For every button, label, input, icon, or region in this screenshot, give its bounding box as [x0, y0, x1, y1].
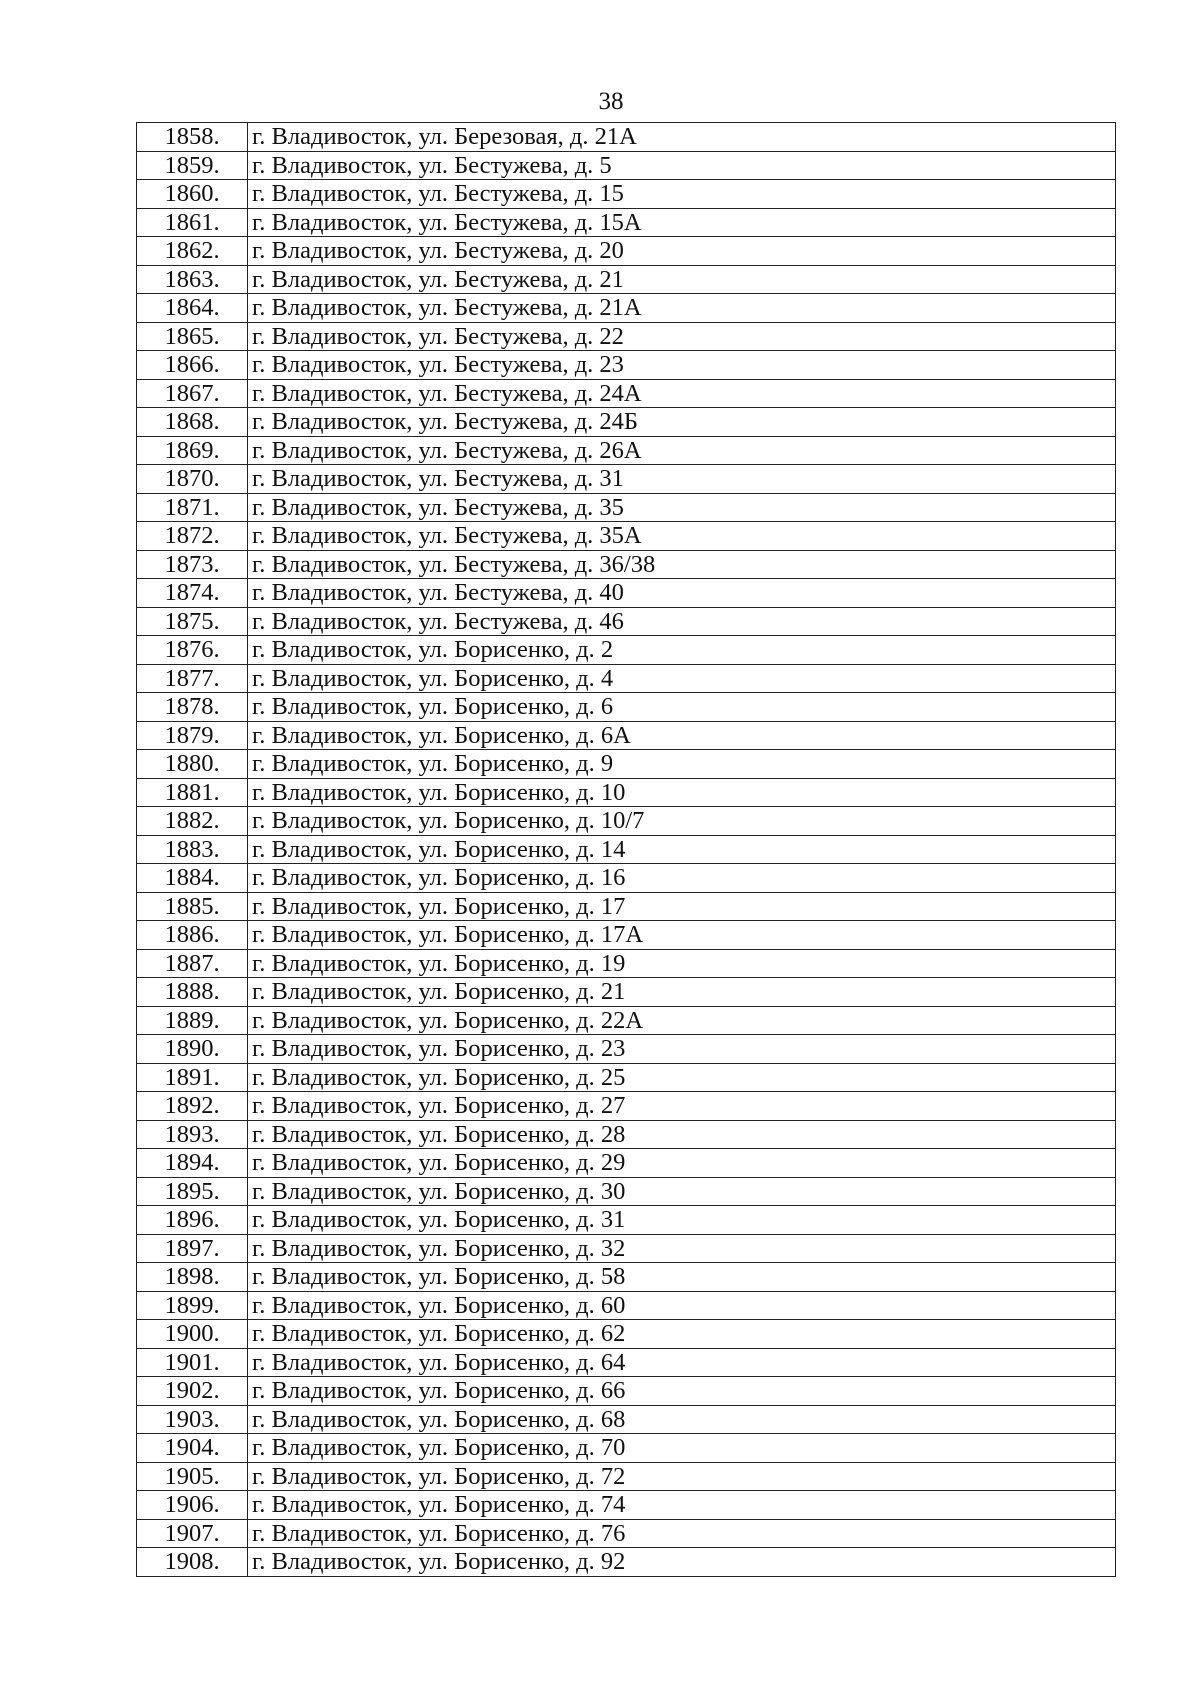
address-cell: г. Владивосток, ул. Борисенко, д. 21: [248, 978, 1116, 1007]
address-cell: г. Владивосток, ул. Борисенко, д. 23: [248, 1035, 1116, 1064]
table-row: [137, 151, 1116, 180]
address-cell: г. Владивосток, ул. Борисенко, д. 58: [248, 1263, 1116, 1292]
address-cell: г. Владивосток, ул. Борисенко, д. 29: [248, 1149, 1116, 1178]
address-cell: г. Владивосток, ул. Бестужева, д. 36/38: [248, 550, 1116, 579]
table-row: [137, 892, 1116, 921]
row-number-cell: 1870.: [137, 465, 248, 494]
table-row: [137, 664, 1116, 693]
address-cell: г. Владивосток, ул. Борисенко, д. 4: [248, 664, 1116, 693]
table-row: [137, 1491, 1116, 1520]
address-cell: г. Владивосток, ул. Борисенко, д. 6: [248, 693, 1116, 722]
row-number-cell: 1872.: [137, 522, 248, 551]
table-row: [137, 123, 1116, 152]
address-cell: г. Владивосток, ул. Бестужева, д. 46: [248, 607, 1116, 636]
address-cell: г. Владивосток, ул. Борисенко, д. 62: [248, 1320, 1116, 1349]
row-number-cell: 1903.: [137, 1405, 248, 1434]
table-row: [137, 1092, 1116, 1121]
address-cell: г. Владивосток, ул. Бестужева, д. 22: [248, 322, 1116, 351]
row-number-cell: 1904.: [137, 1434, 248, 1463]
address-cell: г. Владивосток, ул. Борисенко, д. 64: [248, 1348, 1116, 1377]
table-row: [137, 1263, 1116, 1292]
row-number-cell: 1860.: [137, 180, 248, 209]
row-number-cell: 1862.: [137, 237, 248, 266]
row-number-cell: 1858.: [137, 123, 248, 152]
row-number-cell: 1876.: [137, 636, 248, 665]
address-cell: г. Владивосток, ул. Бестужева, д. 35А: [248, 522, 1116, 551]
row-number-cell: 1899.: [137, 1291, 248, 1320]
address-cell: г. Владивосток, ул. Борисенко, д. 19: [248, 949, 1116, 978]
row-number-cell: 1906.: [137, 1491, 248, 1520]
address-cell: г. Владивосток, ул. Борисенко, д. 17А: [248, 921, 1116, 950]
row-number-cell: 1865.: [137, 322, 248, 351]
table-row: [137, 1035, 1116, 1064]
row-number-cell: 1895.: [137, 1177, 248, 1206]
address-table-body: [137, 123, 1116, 1577]
row-number-cell: 1859.: [137, 151, 248, 180]
row-number-cell: 1864.: [137, 294, 248, 323]
table-row: [137, 1519, 1116, 1548]
address-cell: г. Владивосток, ул. Бестужева, д. 15А: [248, 208, 1116, 237]
row-number-cell: 1886.: [137, 921, 248, 950]
row-number-cell: 1875.: [137, 607, 248, 636]
address-cell: г. Владивосток, ул. Борисенко, д. 70: [248, 1434, 1116, 1463]
address-cell: г. Владивосток, ул. Бестужева, д. 21: [248, 265, 1116, 294]
row-number-cell: 1883.: [137, 835, 248, 864]
table-row: [137, 1206, 1116, 1235]
address-cell: г. Владивосток, ул. Борисенко, д. 66: [248, 1377, 1116, 1406]
table-row: [137, 949, 1116, 978]
row-number-cell: 1902.: [137, 1377, 248, 1406]
address-cell: г. Владивосток, ул. Борисенко, д. 25: [248, 1063, 1116, 1092]
table-row: [137, 636, 1116, 665]
table-row: [137, 693, 1116, 722]
table-row: [137, 436, 1116, 465]
row-number-cell: 1863.: [137, 265, 248, 294]
row-number-cell: 1881.: [137, 778, 248, 807]
row-number-cell: 1894.: [137, 1149, 248, 1178]
table-row: [137, 180, 1116, 209]
table-row: [137, 607, 1116, 636]
table-row: [137, 1462, 1116, 1491]
row-number-cell: 1887.: [137, 949, 248, 978]
address-cell: г. Владивосток, ул. Борисенко, д. 27: [248, 1092, 1116, 1121]
address-cell: г. Владивосток, ул. Борисенко, д. 76: [248, 1519, 1116, 1548]
table-row: [137, 1320, 1116, 1349]
row-number-cell: 1893.: [137, 1120, 248, 1149]
row-number-cell: 1866.: [137, 351, 248, 380]
table-row: [137, 351, 1116, 380]
table-row: [137, 522, 1116, 551]
row-number-cell: 1867.: [137, 379, 248, 408]
table-row: [137, 1405, 1116, 1434]
table-row: [137, 1434, 1116, 1463]
address-cell: г. Владивосток, ул. Борисенко, д. 74: [248, 1491, 1116, 1520]
row-number-cell: 1868.: [137, 408, 248, 437]
row-number-cell: 1905.: [137, 1462, 248, 1491]
row-number-cell: 1891.: [137, 1063, 248, 1092]
address-cell: г. Владивосток, ул. Борисенко, д. 68: [248, 1405, 1116, 1434]
address-cell: г. Владивосток, ул. Борисенко, д. 6А: [248, 721, 1116, 750]
table-row: [137, 864, 1116, 893]
table-row: [137, 265, 1116, 294]
table-row: [137, 322, 1116, 351]
address-cell: г. Владивосток, ул. Бестужева, д. 23: [248, 351, 1116, 380]
row-number-cell: 1877.: [137, 664, 248, 693]
row-number-cell: 1900.: [137, 1320, 248, 1349]
row-number-cell: 1861.: [137, 208, 248, 237]
table-row: [137, 1063, 1116, 1092]
address-cell: г. Владивосток, ул. Борисенко, д. 22А: [248, 1006, 1116, 1035]
address-cell: г. Владивосток, ул. Бестужева, д. 15: [248, 180, 1116, 209]
row-number-cell: 1892.: [137, 1092, 248, 1121]
table-row: [137, 750, 1116, 779]
address-table: [136, 122, 1116, 1577]
row-number-cell: 1878.: [137, 693, 248, 722]
address-cell: г. Владивосток, ул. Бестужева, д. 24А: [248, 379, 1116, 408]
address-cell: г. Владивосток, ул. Борисенко, д. 16: [248, 864, 1116, 893]
address-cell: г. Владивосток, ул. Бестужева, д. 21А: [248, 294, 1116, 323]
table-row: [137, 1291, 1116, 1320]
address-cell: г. Владивосток, ул. Борисенко, д. 9: [248, 750, 1116, 779]
table-row: [137, 1377, 1116, 1406]
row-number-cell: 1897.: [137, 1234, 248, 1263]
table-row: [137, 237, 1116, 266]
address-cell: г. Владивосток, ул. Борисенко, д. 32: [248, 1234, 1116, 1263]
table-row: [137, 978, 1116, 1007]
row-number-cell: 1879.: [137, 721, 248, 750]
address-cell: г. Владивосток, ул. Борисенко, д. 14: [248, 835, 1116, 864]
row-number-cell: 1869.: [137, 436, 248, 465]
address-cell: г. Владивосток, ул. Борисенко, д. 28: [248, 1120, 1116, 1149]
address-cell: г. Владивосток, ул. Бестужева, д. 24Б: [248, 408, 1116, 437]
row-number-cell: 1874.: [137, 579, 248, 608]
address-cell: г. Владивосток, ул. Борисенко, д. 30: [248, 1177, 1116, 1206]
table-row: [137, 921, 1116, 950]
row-number-cell: 1882.: [137, 807, 248, 836]
address-cell: г. Владивосток, ул. Бестужева, д. 35: [248, 493, 1116, 522]
table-row: [137, 294, 1116, 323]
address-cell: г. Владивосток, ул. Бестужева, д. 26А: [248, 436, 1116, 465]
table-row: [137, 493, 1116, 522]
table-row: [137, 208, 1116, 237]
row-number-cell: 1871.: [137, 493, 248, 522]
table-row: [137, 835, 1116, 864]
row-number-cell: 1873.: [137, 550, 248, 579]
table-row: [137, 465, 1116, 494]
table-row: [137, 1234, 1116, 1263]
address-cell: г. Владивосток, ул. Бестужева, д. 31: [248, 465, 1116, 494]
row-number-cell: 1907.: [137, 1519, 248, 1548]
table-row: [137, 1548, 1116, 1577]
address-cell: г. Владивосток, ул. Борисенко, д. 60: [248, 1291, 1116, 1320]
address-cell: г. Владивосток, ул. Борисенко, д. 31: [248, 1206, 1116, 1235]
page-number: 38: [598, 88, 624, 115]
row-number-cell: 1896.: [137, 1206, 248, 1235]
row-number-cell: 1889.: [137, 1006, 248, 1035]
table-row: [137, 579, 1116, 608]
address-cell: г. Владивосток, ул. Борисенко, д. 10/7: [248, 807, 1116, 836]
address-cell: г. Владивосток, ул. Борисенко, д. 72: [248, 1462, 1116, 1491]
table-row: [137, 721, 1116, 750]
table-row: [137, 550, 1116, 579]
table-row: [137, 807, 1116, 836]
address-cell: г. Владивосток, ул. Бестужева, д. 20: [248, 237, 1116, 266]
table-row: [137, 1177, 1116, 1206]
address-cell: г. Владивосток, ул. Борисенко, д. 10: [248, 778, 1116, 807]
table-row: [137, 1348, 1116, 1377]
table-row: [137, 1120, 1116, 1149]
address-cell: г. Владивосток, ул. Бестужева, д. 5: [248, 151, 1116, 180]
table-row: [137, 408, 1116, 437]
table-row: [137, 778, 1116, 807]
table-row: [137, 379, 1116, 408]
address-cell: г. Владивосток, ул. Борисенко, д. 92: [248, 1548, 1116, 1577]
table-row: [137, 1006, 1116, 1035]
table-row: [137, 1149, 1116, 1178]
address-cell: г. Владивосток, ул. Борисенко, д. 17: [248, 892, 1116, 921]
address-cell: г. Владивосток, ул. Борисенко, д. 2: [248, 636, 1116, 665]
address-cell: г. Владивосток, ул. Березовая, д. 21А: [248, 123, 1116, 152]
row-number-cell: 1901.: [137, 1348, 248, 1377]
row-number-cell: 1888.: [137, 978, 248, 1007]
address-cell: г. Владивосток, ул. Бестужева, д. 40: [248, 579, 1116, 608]
row-number-cell: 1890.: [137, 1035, 248, 1064]
row-number-cell: 1908.: [137, 1548, 248, 1577]
row-number-cell: 1884.: [137, 864, 248, 893]
row-number-cell: 1880.: [137, 750, 248, 779]
row-number-cell: 1885.: [137, 892, 248, 921]
row-number-cell: 1898.: [137, 1263, 248, 1292]
